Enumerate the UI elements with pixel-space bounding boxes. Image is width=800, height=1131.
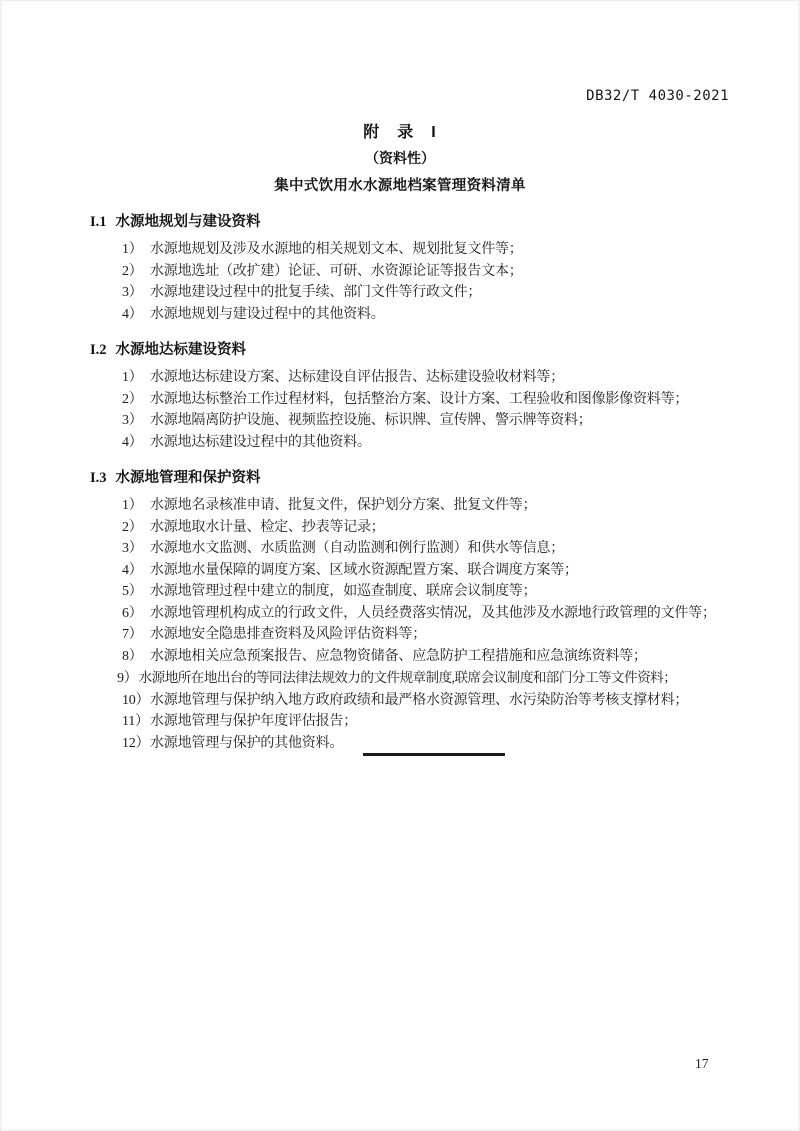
section-heading [90, 210, 730, 231]
item-text: 水源地选址（改扩建）论证、可研、水资源论证等报告文本； [150, 263, 523, 279]
section-number: I.1 [90, 214, 107, 230]
list-item [122, 239, 730, 261]
item-number: 3） [122, 413, 143, 428]
page-number: 17 [695, 1056, 709, 1071]
item-number: 1） [122, 370, 143, 385]
section-i2 [90, 338, 730, 453]
section-number: I.3 [90, 470, 107, 486]
item-number: 2） [122, 391, 143, 407]
item-list [90, 495, 730, 754]
list-item [122, 517, 730, 539]
section-heading [90, 466, 730, 487]
item-number: 4） [122, 434, 143, 450]
item-number: 7） [122, 627, 143, 642]
item-text: 水源地建设过程中的批复手续、部门文件等行政文件； [150, 285, 482, 300]
section-i1 [90, 210, 730, 325]
section-title: 水源地规划与建设资料 [115, 214, 261, 230]
item-text: 水源地所在地出台的等同法律法规效力的文件规章制度,联席会议制度和部门分工等文件资料； [138, 670, 677, 685]
item-text: 水源地达标整治工作过程材料，包括整治方案、设计方案、工程验收和图像影像资料等； [150, 391, 689, 407]
item-number: 2） [122, 263, 143, 279]
item-number: 2） [122, 519, 143, 535]
item-number: 8） [122, 648, 143, 664]
item-text: 水源地管理与保护纳入地方政府政绩和最严格水资源管理、水污染防治等考核支撑材料； [150, 692, 689, 708]
item-text: 水源地水量保障的调度方案、区域水资源配置方案、联合调度方案等； [150, 562, 578, 578]
item-text: 水源地相关应急预案报告、应急物资储备、应急防护工程措施和应急演练资料等； [150, 648, 647, 664]
item-text: 水源地管理机构成立的行政文件，人员经费落实情况，及其他涉及水源地行政管理的文件等； [150, 605, 716, 621]
list-item [122, 304, 730, 326]
item-number: 3） [122, 541, 143, 556]
item-text: 水源地隔离防护设施、视频监控设施、标识牌、宣传牌、警示牌等资料； [150, 413, 592, 428]
item-text: 水源地管理过程中建立的制度，如巡查制度、联席会议制度等； [150, 584, 537, 599]
list-item [122, 603, 730, 625]
item-text: 水源地达标建设方案、达标建设自评估报告、达标建设验收材料等； [150, 370, 564, 385]
item-text: 水源地管理与保护的其他资料。 [150, 735, 344, 751]
list-item [122, 410, 730, 432]
section-i3 [90, 466, 730, 754]
item-number: 4） [122, 562, 143, 578]
item-number: 9） [117, 671, 138, 686]
item-text: 水源地达标建设过程中的其他资料。 [150, 434, 371, 450]
list-item [122, 538, 730, 560]
item-list [90, 239, 730, 325]
item-text: 水源地名录核准申请、批复文件，保护划分方案、批复文件等； [150, 498, 537, 513]
item-number: 3） [122, 285, 143, 300]
standard-number: DB32/T 4030-2021 [586, 88, 729, 104]
item-number: 1） [122, 242, 143, 257]
item-number: 11） [122, 714, 149, 729]
item-number: 4） [122, 306, 143, 322]
list-item [122, 581, 730, 603]
document-body [90, 210, 730, 754]
list-item [122, 282, 730, 304]
list-item [122, 367, 730, 389]
item-text: 水源地规划与建设过程中的其他资料。 [150, 306, 385, 322]
list-item [122, 624, 730, 646]
item-text: 水源地管理与保护年度评估报告； [150, 714, 357, 729]
informative-note: （资料性） [365, 150, 435, 166]
item-text: 水源地安全隐患排查资料及风险评估资料等； [150, 627, 426, 642]
list-item [122, 560, 730, 582]
list-item [122, 646, 730, 668]
item-text: 水源地取水计量、检定、抄表等记录； [150, 519, 385, 535]
list-item [122, 389, 730, 411]
item-number: 6） [122, 605, 143, 621]
list-item [122, 261, 730, 283]
end-of-document-rule [363, 753, 505, 756]
list-item [122, 711, 730, 733]
item-list [90, 367, 730, 453]
item-number: 5） [122, 584, 143, 599]
document-subject-title: 集中式饮用水水源地档案管理资料清单 [274, 178, 526, 194]
section-heading [90, 338, 730, 359]
section-title: 水源地达标建设资料 [115, 342, 247, 358]
item-number: 1） [122, 498, 143, 513]
section-title: 水源地管理和保护资料 [115, 470, 261, 486]
item-number: 10） [122, 692, 150, 708]
section-number: I.2 [90, 342, 107, 358]
item-text: 水源地规划及涉及水源地的相关规划文本、规划批复文件等； [150, 242, 523, 257]
list-item [122, 733, 730, 755]
item-text: 水源地水文监测、水质监测（自动监测和例行监测）和供水等信息； [150, 541, 564, 556]
list-item [117, 667, 730, 690]
list-item [122, 495, 730, 517]
appendix-label: 附 录 I [363, 124, 437, 141]
item-number: 12） [122, 735, 150, 751]
list-item [122, 432, 730, 454]
list-item [122, 690, 730, 712]
